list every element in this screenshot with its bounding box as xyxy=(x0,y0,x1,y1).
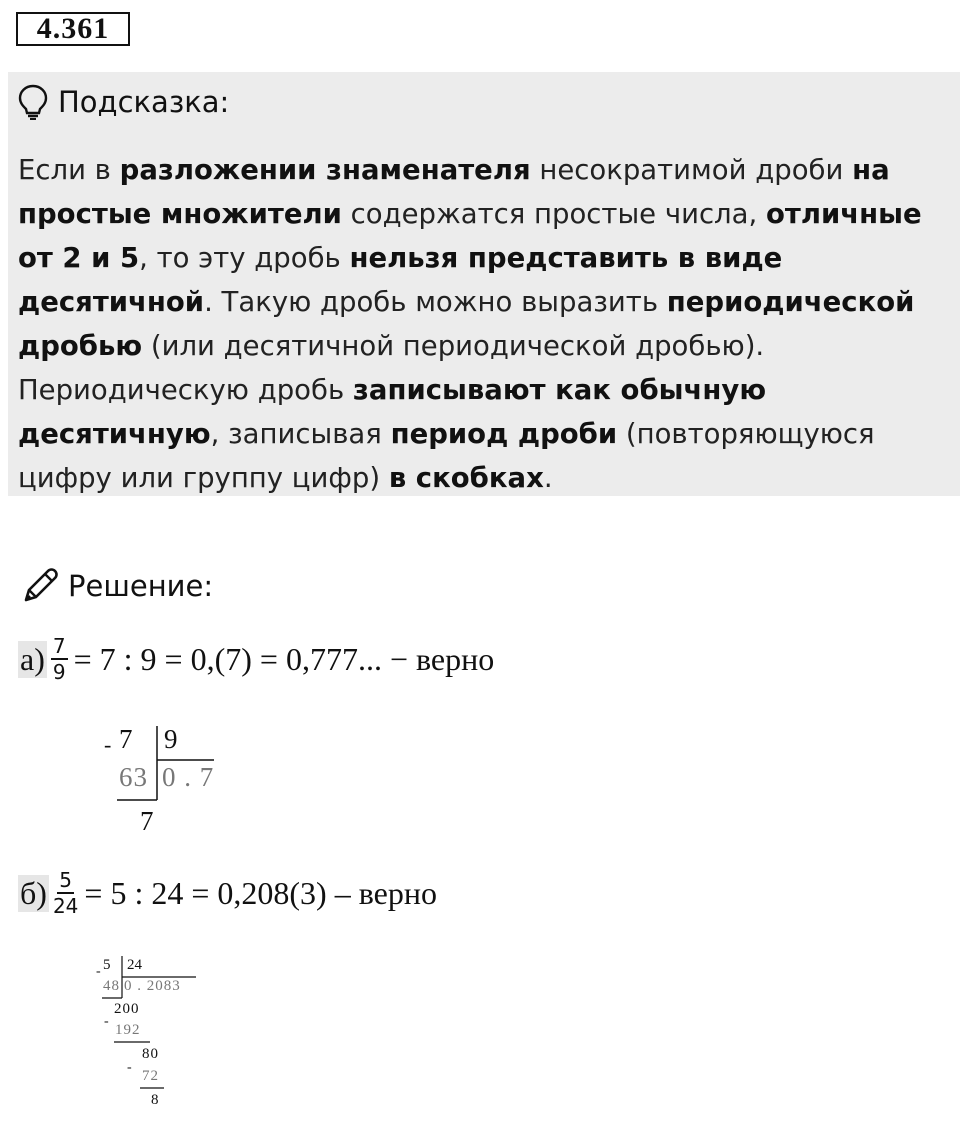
hint-text-segment: . xyxy=(543,462,553,494)
part-a-letter: а) xyxy=(20,640,45,677)
part-b-numerator: 5 xyxy=(59,868,73,892)
hint-bold-phrase: нельзя представить в виде десятичной xyxy=(18,242,783,318)
part-b-expression: = 5 : 24 = 0,208(3) – верно xyxy=(84,874,437,911)
hint-text-segment: (или десятичной периодической дробью). Периодическую дробь xyxy=(18,330,765,406)
division-b-quotient: 0 . 2083 xyxy=(124,978,181,994)
task-number: 4.361 xyxy=(16,12,130,46)
division-a-minus: - xyxy=(104,732,112,757)
part-b-line xyxy=(18,868,437,918)
division-b-minus-1: - xyxy=(96,964,101,979)
hint-bold-phrase: отличные от 2 и 5 xyxy=(18,198,922,274)
part-a-fraction xyxy=(51,634,68,684)
division-b-product-2: 192 xyxy=(115,1022,141,1038)
division-b-remainder-3: 8 xyxy=(151,1092,159,1108)
division-a-quotient: 0 . 7 xyxy=(162,762,215,792)
hint-bold-phrase: период дроби xyxy=(390,418,618,450)
division-b-minus-3: - xyxy=(127,1060,132,1075)
hint-text-segment: . Такую дробь можно выразить xyxy=(204,286,667,318)
division-b-product-3: 72 xyxy=(142,1068,159,1084)
hint-title xyxy=(18,84,229,120)
division-a xyxy=(100,722,240,842)
division-b-lines xyxy=(94,954,204,1116)
hint-bold-phrase: на простые множители xyxy=(18,154,890,230)
division-a-divisor: 9 xyxy=(164,724,178,754)
division-b xyxy=(94,954,204,1116)
hint-bold-phrase: периодической дробью xyxy=(18,286,915,362)
division-b-divisor: 24 xyxy=(127,957,142,973)
hint-text-segment: (повторяющуюся цифру или группу цифр) xyxy=(18,418,875,494)
hint-bold-phrase: разложении знаменателя xyxy=(119,154,531,186)
hint-text-segment: несократимой дроби xyxy=(530,154,853,186)
division-b-dividend: 5 xyxy=(103,957,111,973)
lightbulb-icon xyxy=(18,84,48,120)
hint-text-segment: Если в xyxy=(18,154,120,186)
part-b-fraction xyxy=(53,868,78,918)
hint-text-segment: содержатся простые числа, xyxy=(341,198,766,230)
division-a-product: 63 xyxy=(119,762,148,792)
hint-bold-phrase: в скобках xyxy=(388,462,544,494)
division-b-minus-2: - xyxy=(104,1014,109,1029)
part-a-numerator: 7 xyxy=(52,634,66,658)
part-a-denominator: 9 xyxy=(52,660,66,684)
hint-title-text: Подсказка: xyxy=(58,85,230,119)
division-a-lines xyxy=(100,722,240,842)
division-b-remainder-1: 200 xyxy=(114,1001,140,1017)
hint-bold-phrase: записывают как обычную десятичную xyxy=(18,374,767,450)
division-b-remainder-2: 80 xyxy=(142,1046,159,1062)
solution-title xyxy=(20,566,213,606)
hint-text-segment: , записывая xyxy=(210,418,391,450)
part-b-letter: б) xyxy=(20,874,47,911)
part-b-denominator: 24 xyxy=(52,894,79,918)
part-a-expression: = 7 : 9 = 0,(7) = 0,777... − верно xyxy=(73,640,495,677)
division-b-product-1: 48 xyxy=(103,978,120,994)
hint-text-segment: , то эту дробь xyxy=(139,242,350,274)
part-a-line xyxy=(18,634,494,684)
division-a-remainder: 7 xyxy=(140,806,154,836)
pencil-icon xyxy=(20,566,60,606)
solution-title-text: Решение: xyxy=(68,569,214,603)
hint-text xyxy=(18,148,943,500)
division-a-dividend: 7 xyxy=(119,724,133,754)
